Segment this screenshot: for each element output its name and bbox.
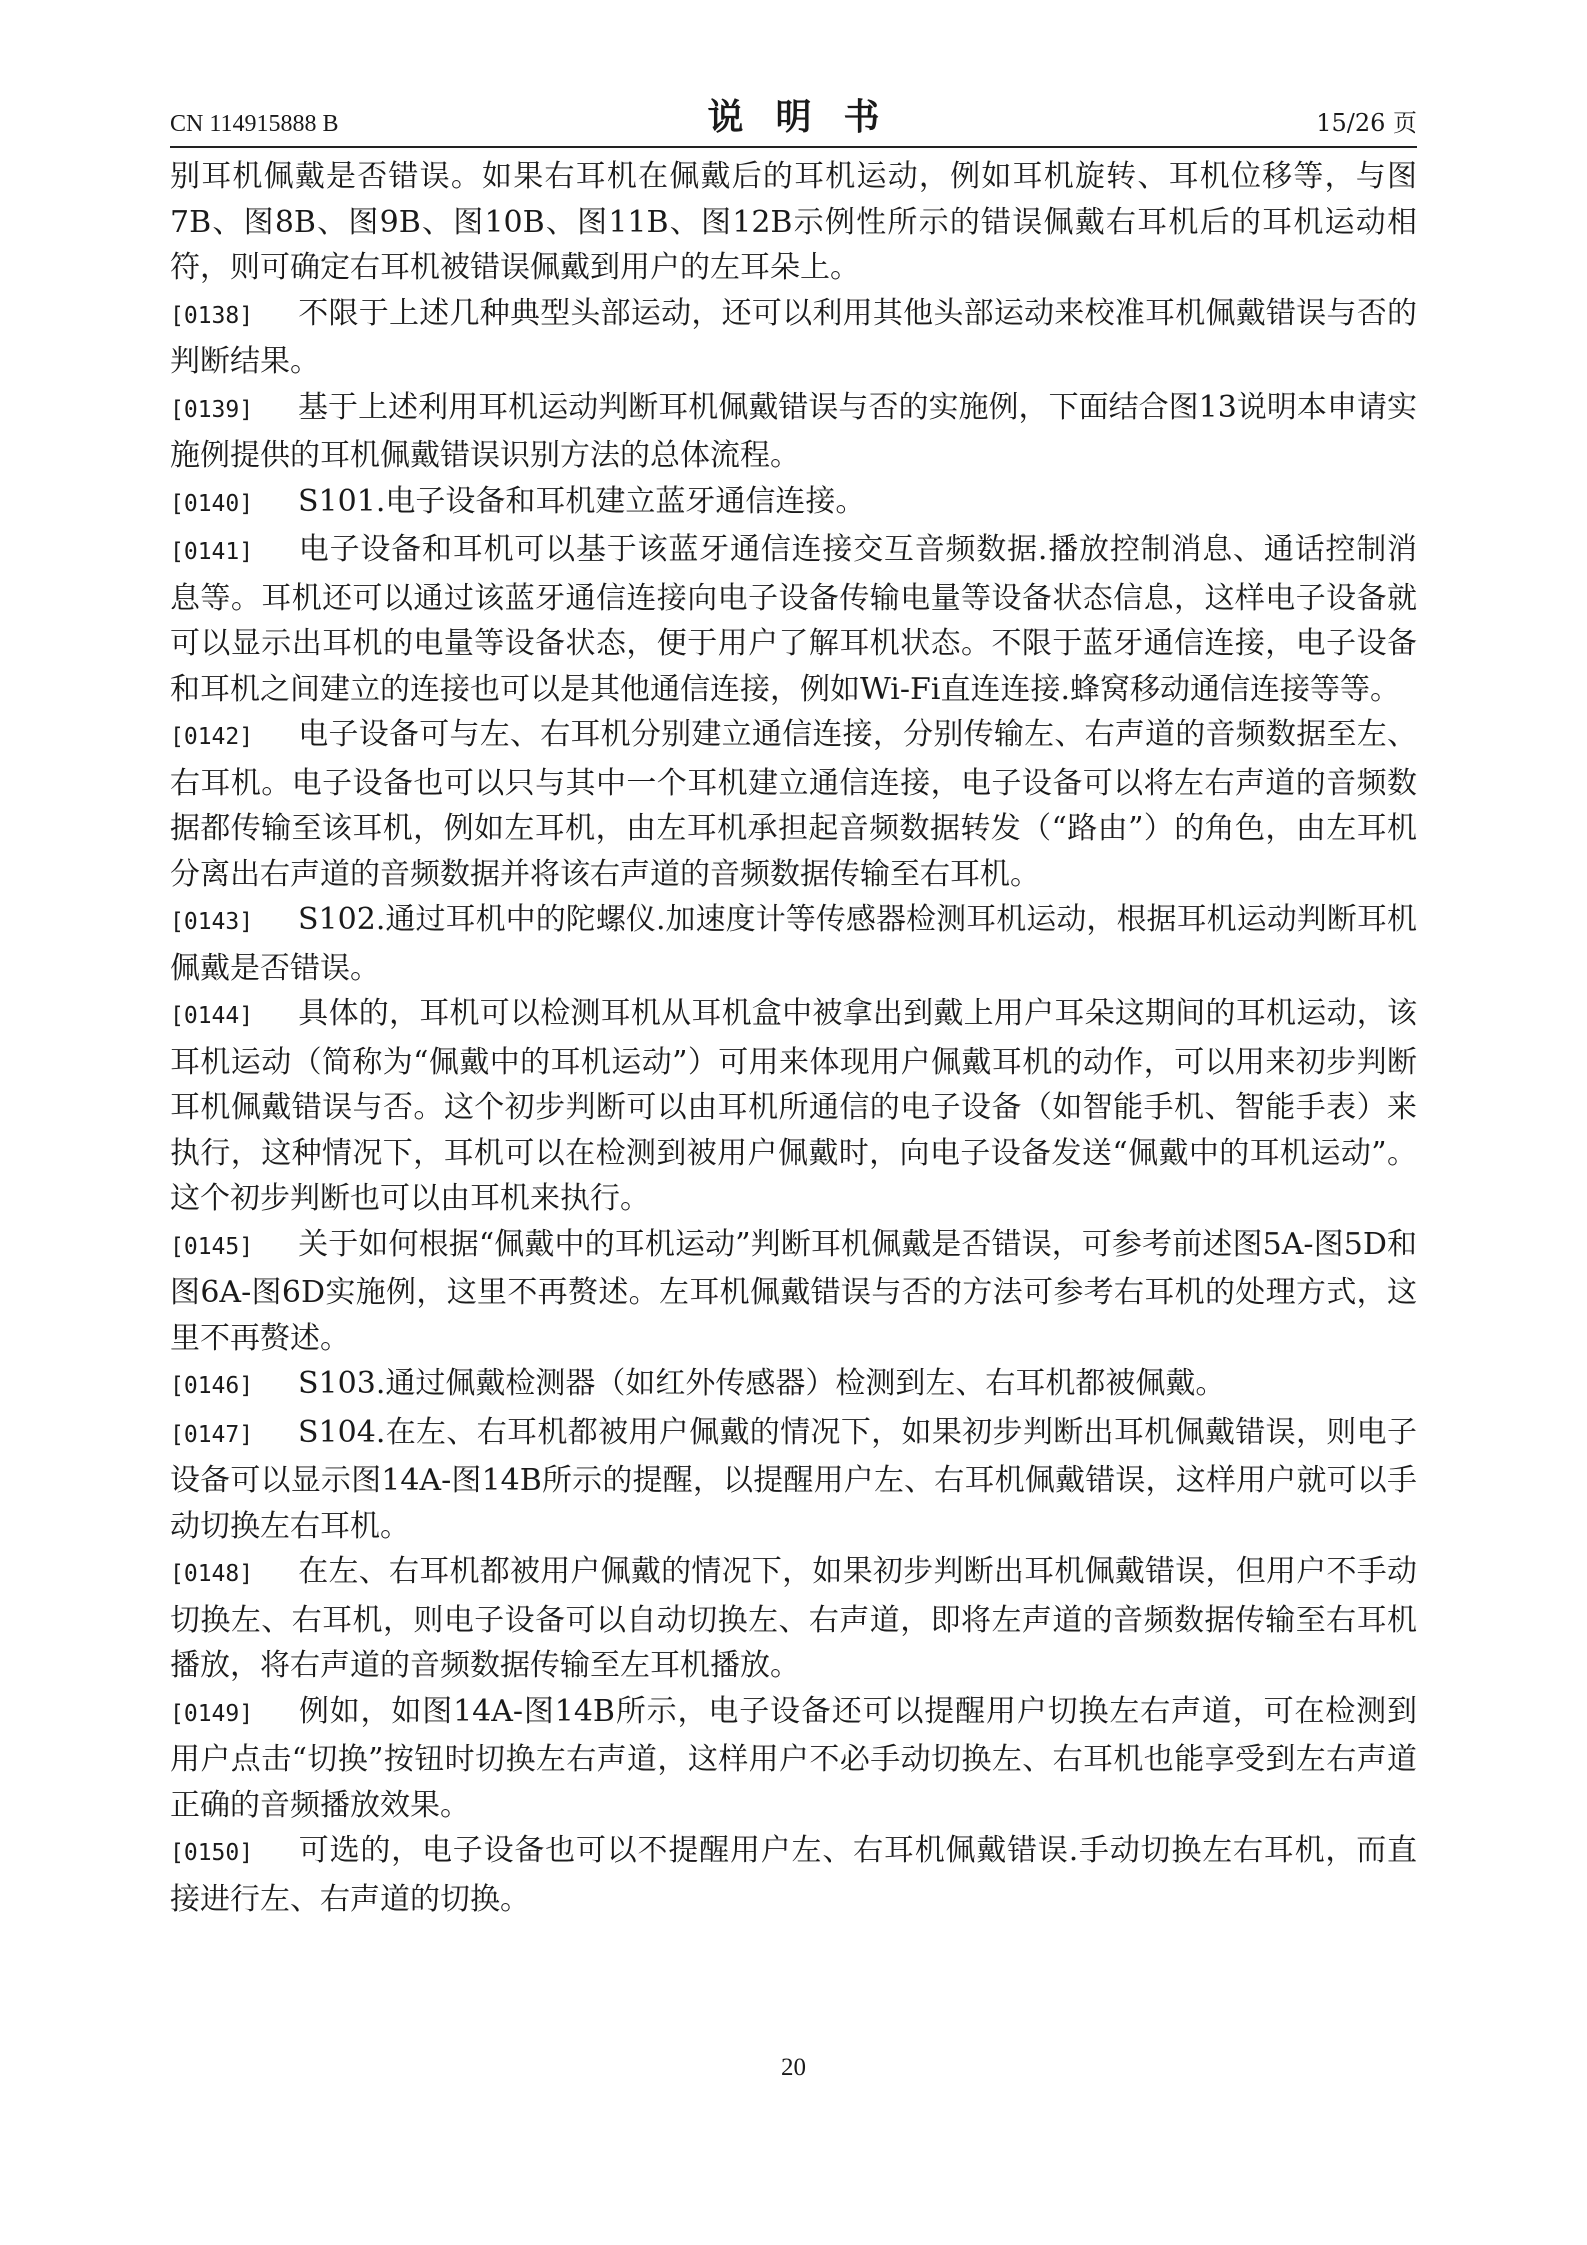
paragraph-text: S103.通过佩戴检测器（如红外传感器）检测到左、右耳机都被佩戴。 <box>298 1366 1226 1401</box>
paragraph-0138 <box>170 291 1417 385</box>
header-rule <box>170 146 1417 148</box>
paragraph-number: [0143] <box>170 909 254 935</box>
paragraph-number: [0140] <box>170 490 254 517</box>
paragraph-text: 可选的，电子设备也可以不提醒用户左、右耳机佩戴错误.手动切换左右耳机，而直接进行左、右声道的切换。 <box>170 1833 1417 1917</box>
paragraph-0146 <box>170 1361 1417 1410</box>
paragraph-text: S102.通过耳机中的陀螺仪.加速度计等传感器检测耳机运动，根据耳机运动判断耳机佩戴是否错误。 <box>170 902 1417 986</box>
paragraph-number: [0144] <box>170 1003 254 1029</box>
paragraph-text: 电子设备可与左、右耳机分别建立通信连接，分别传输左、右声道的音频数据至左、右耳机。电子设备也可以只与其中一个耳机建立通信连接，电子设备可以将左右声道的音频数据都传输至该耳机，例如左耳机，由左耳机承担起音频数据转发（“路由”）的角色，由左耳机分离出右声道的音频数据并将该右声道的音频数据传输至右耳机。 <box>170 717 1417 892</box>
paragraph-0141 <box>170 527 1417 712</box>
paragraph-number: [0141] <box>170 539 254 565</box>
paragraph-text: 具体的，耳机可以检测耳机从耳机盒中被拿出到戴上用户耳朵这期间的耳机运动，该耳机运动（简称为“佩戴中的耳机运动”）可用来体现用户佩戴耳机的动作，可以用来初步判断耳机佩戴错误与否。这个初步判断可以由耳机所通信的电子设备（如智能手机、智能手表）来执行，这种情况下，耳机可以在检测到被用户佩戴时，向电子设备发送“佩戴中的耳机运动”。这个初步判断也可以由耳机来执行。 <box>170 996 1417 1216</box>
paragraph-0144 <box>170 991 1417 1222</box>
page-header <box>170 96 1417 144</box>
paragraph-0140 <box>170 479 1417 528</box>
paragraph-number: [0142] <box>170 724 254 750</box>
page-number: 20 <box>781 2054 806 2081</box>
paragraph-text: 关于如何根据“佩戴中的耳机运动”判断耳机佩戴是否错误，可参考前述图5A-图5D和图6A-图6D实施例，这里不再赘述。左耳机佩戴错误与否的方法可参考右耳机的处理方式，这里不再赘述。 <box>170 1226 1417 1356</box>
paragraph-text: 例如，如图14A-图14B所示，电子设备还可以提醒用户切换左右声道，可在检测到用户点击“切换”按钮时切换左右声道，这样用户不必手动切换左、右耳机也能享受到左右声道正确的音频播放效果。 <box>170 1693 1417 1823</box>
paragraph-0150 <box>170 1828 1417 1922</box>
paragraph-number: [0150] <box>170 1840 254 1866</box>
paragraph-number: [0146] <box>170 1373 254 1399</box>
page-count: 15/26 页 <box>1316 109 1417 137</box>
paragraph-number: [0138] <box>170 302 254 329</box>
paragraph-number: [0139] <box>170 396 254 423</box>
paragraph-text: 别耳机佩戴是否错误。如果右耳机在佩戴后的耳机运动，例如耳机旋转、耳机位移等，与图7B、图8B、图9B、图10B、图11B、图12B示例性所示的错误佩戴右耳机后的耳机运动相符，则可确定右耳机被错误佩戴到用户的左耳朵上。 <box>170 159 1417 285</box>
paragraph-text: S104.在左、右耳机都被用户佩戴的情况下，如果初步判断出耳机佩戴错误，则电子设备可以显示图14A-图14B所示的提醒，以提醒用户左、右耳机佩戴错误，这样用户就可以手动切换左右耳机。 <box>170 1414 1417 1544</box>
document-title: 说明书 <box>707 96 912 138</box>
paragraph-text: S101.电子设备和耳机建立蓝牙通信连接。 <box>298 483 866 519</box>
paragraph-0147 <box>170 1410 1417 1550</box>
paragraph-0139 <box>170 385 1417 479</box>
body-text <box>170 154 1417 1922</box>
paragraph-0142 <box>170 712 1417 897</box>
paragraph-0148 <box>170 1549 1417 1689</box>
paragraph-0145 <box>170 1222 1417 1362</box>
paragraph-text: 在左、右耳机都被用户佩戴的情况下，如果初步判断出耳机佩戴错误，但用户不手动切换左、右耳机，则电子设备可以自动切换左、右声道，即将左声道的音频数据传输至右耳机播放，将右声道的音频数据传输至左耳机播放。 <box>170 1554 1417 1683</box>
paragraph-text: 电子设备和耳机可以基于该蓝牙通信连接交互音频数据.播放控制消息、通话控制消息等。耳机还可以通过该蓝牙通信连接向电子设备传输电量等设备状态信息，这样电子设备就可以显示出耳机的电量等设备状态，便于用户了解耳机状态。不限于蓝牙通信连接，电子设备和耳机之间建立的连接也可以是其他通信连接，例如Wi-Fi直连连接.蜂窝移动通信连接等等。 <box>170 532 1417 707</box>
paragraph-number: [0147] <box>170 1421 254 1448</box>
paragraph-number: [0148] <box>170 1561 254 1587</box>
paragraph-number: [0149] <box>170 1700 254 1727</box>
paragraph-number: [0145] <box>170 1233 254 1260</box>
paragraph-0143 <box>170 897 1417 991</box>
publication-number: CN 114915888 B <box>170 111 339 137</box>
paragraph-0149 <box>170 1689 1417 1829</box>
paragraph-text: 基于上述利用耳机运动判断耳机佩戴错误与否的实施例，下面结合图13说明本申请实施例提供的耳机佩戴错误识别方法的总体流程。 <box>170 389 1417 473</box>
paragraph-text: 不限于上述几种典型头部运动，还可以利用其他头部运动来校准耳机佩戴错误与否的判断结果。 <box>170 295 1417 379</box>
paragraph-continued <box>170 154 1417 291</box>
